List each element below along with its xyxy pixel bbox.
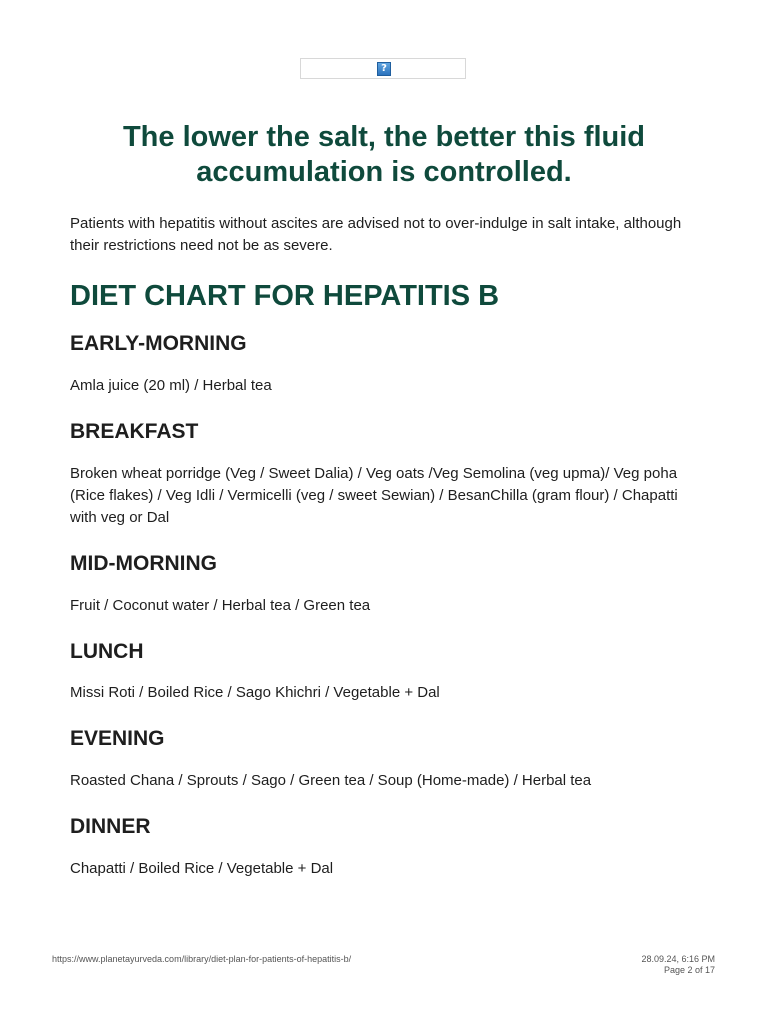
meal-heading-breakfast: BREAKFAST [70, 420, 199, 443]
meal-items-breakfast: Broken wheat porridge (Veg / Sweet Dalia) / Veg oats /Veg Semolina (veg upma)/ Veg poha (Rice flakes) / Veg Idli / Vermicelli (veg / sweet Sewian) / BesanChilla (gram flour) / Chapatti with veg or Dal [70, 465, 678, 526]
meal-heading-mid-morning: MID-MORNING [70, 552, 217, 575]
meal-items-mid-morning: Fruit / Coconut water / Herbal tea / Green tea [70, 597, 371, 614]
image-placeholder [300, 58, 466, 79]
meal-heading-evening: EVENING [70, 727, 165, 750]
meal-items-early-morning: Amla juice (20 ml) / Herbal tea [70, 377, 272, 394]
meal-heading-dinner: DINNER [70, 815, 151, 838]
broken-image-icon: ? [377, 62, 391, 76]
footer-datetime: 28.09.24, 6:16 PM [641, 954, 715, 964]
meal-heading-early-morning: EARLY-MORNING [70, 332, 247, 355]
footer-page-number: Page 2 of 17 [663, 965, 715, 975]
footer-meta [641, 954, 715, 976]
intro-paragraph: Patients with hepatitis without ascites are advised not to over-indulge in salt intake, although their restrictions need not be as severe. [70, 215, 682, 254]
meal-items-evening: Roasted Chana / Sprouts / Sago / Green tea / Soup (Home-made) / Herbal tea [70, 772, 592, 789]
meal-items-lunch: Missi Roti / Boiled Rice / Sago Khichri / Vegetable + Dal [70, 684, 440, 701]
meal-heading-lunch: LUNCH [70, 640, 144, 663]
section-title: DIET CHART FOR HEPATITIS B [70, 280, 500, 312]
callout-heading: The lower the salt, the better this fluid accumulation is controlled. [122, 121, 646, 188]
footer-url: https://www.planetayurveda.com/library/diet-plan-for-patients-of-hepatitis-b/ [52, 954, 352, 964]
meal-items-dinner: Chapatti / Boiled Rice / Vegetable + Dal [70, 860, 334, 877]
